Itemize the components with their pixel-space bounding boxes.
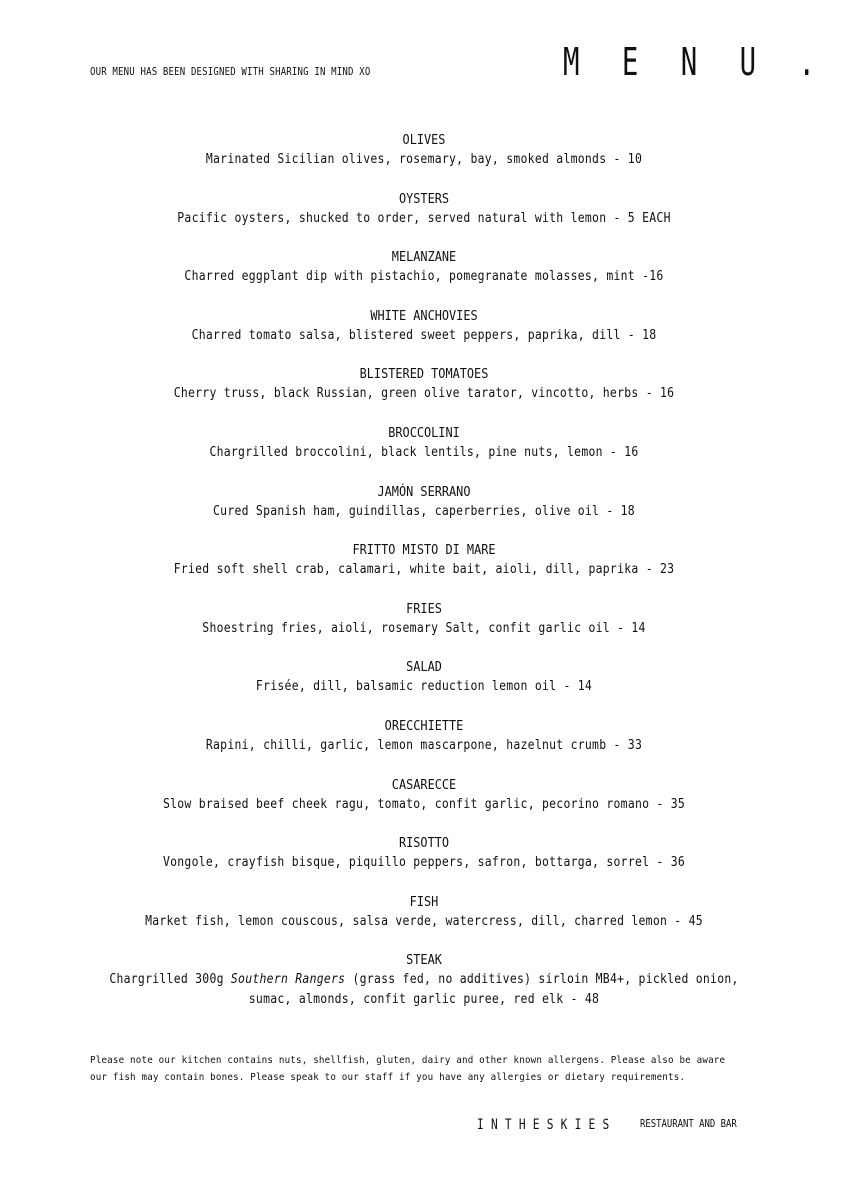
steak-desc-brand: Southern Rangers	[230, 972, 353, 988]
menu-item-olives	[0, 131, 848, 190]
menu-item-description: Slow braised beef cheek ragu, tomato, confit garlic, pecorino romano - 35	[162, 796, 686, 812]
menu-item-risotto	[0, 834, 848, 893]
menu-item-oysters	[0, 190, 848, 249]
brand-subtitle: RESTAURANT AND BAR	[640, 1118, 737, 1130]
menu-item-name: STEAK	[406, 952, 442, 969]
menu-item-description: Frisée, dill, balsamic reduction lemon oil - 14	[255, 679, 593, 695]
footer-brand	[477, 1114, 737, 1133]
menu-item-description: Market fish, lemon couscous, salsa verde, watercress, dill, charred lemon - 45	[145, 913, 703, 929]
menu-item-name: OLIVES	[402, 132, 446, 148]
menu-item-description: Shoestring fries, aioli, rosemary Salt, confit garlic oil - 14	[202, 620, 646, 636]
allergen-notice-line: our fish may contain bones. Please speak to our staff if you have any allergies or dietary requirements.	[90, 1072, 686, 1083]
menu-item-description: Chargrilled broccolini, black lentils, pine nuts, lemon - 16	[209, 444, 639, 460]
menu-item-name: FISH	[409, 893, 439, 910]
menu-item-salad	[0, 658, 848, 717]
allergen-notice	[90, 1052, 789, 1086]
menu-item-fritto-misto	[0, 541, 848, 600]
menu-title: M E N U .	[563, 40, 828, 84]
menu-item-name: BROCCOLINI	[388, 424, 460, 441]
menu-item-name: RISOTTO	[398, 835, 450, 852]
menu-item-name: BLISTERED TOMATOES	[359, 366, 489, 383]
menu-item-description: Cherry truss, black Russian, green olive tarator, vincotto, herbs - 16	[173, 386, 675, 402]
menu-item-name: SALAD	[406, 659, 442, 676]
menu-item-blistered-tomatoes	[0, 365, 848, 424]
menu-item-name: FRITTO MISTO DI MARE	[352, 542, 496, 559]
menu-item-name: WHITE ANCHOVIES	[370, 307, 478, 324]
menu-item-description: Charred eggplant dip with pistachio, pomegranate molasses, mint -16	[184, 269, 664, 285]
menu-item-description: Pacific oysters, shucked to order, served natural with lemon - 5 EACH	[177, 210, 671, 226]
menu-items-list	[0, 131, 848, 1010]
menu-item-description: Rapini, chilli, garlic, lemon mascarpone, hazelnut crumb - 33	[205, 737, 643, 753]
menu-item-melanzane	[0, 248, 848, 307]
steak-desc-pre: Chargrilled 300g	[109, 972, 231, 988]
menu-item-description: Marinated Sicilian olives, rosemary, bay, smoked almonds - 10	[205, 152, 643, 167]
menu-item-fries	[0, 600, 848, 659]
menu-item-description: Fried soft shell crab, calamari, white bait, aioli, dill, paprika - 23	[173, 562, 675, 578]
allergen-notice-line: Please note our kitchen contains nuts, shellfish, gluten, dairy and other known allergens. Please also be aware	[90, 1055, 726, 1066]
menu-item-description: Cured Spanish ham, guindillas, caperberries, olive oil - 18	[213, 503, 635, 519]
menu-item-description-continued: sumac, almonds, confit garlic puree, red elk - 48	[248, 992, 600, 1008]
brand-name: INTHESKIES	[477, 1117, 617, 1133]
menu-item-description: Charred tomato salsa, blistered sweet peppers, paprika, dill - 18	[191, 327, 657, 343]
menu-tagline: OUR MENU HAS BEEN DESIGNED WITH SHARING IN MIND XO	[90, 66, 371, 78]
menu-item-orecchiette	[0, 717, 848, 776]
menu-item-description	[51, 970, 797, 990]
menu-item-name: MELANZANE	[391, 249, 457, 266]
menu-item-steak	[0, 951, 848, 1010]
menu-item-jamon-serrano	[0, 483, 848, 542]
menu-item-name: CASARECCE	[391, 776, 457, 793]
menu-item-name: FRIES	[406, 600, 442, 617]
steak-desc-post: (grass fed, no additives) sirloin MB4+, pickled onion,	[352, 972, 739, 988]
menu-item-name: ORECCHIETTE	[384, 717, 464, 734]
menu-item-description: Vongole, crayfish bisque, piquillo peppers, safron, bottarga, sorrel - 36	[162, 855, 686, 871]
menu-item-name: OYSTERS	[398, 190, 450, 207]
menu-item-white-anchovies	[0, 307, 848, 366]
menu-item-broccolini	[0, 424, 848, 483]
menu-item-name: JAMÓN SERRANO	[377, 483, 471, 500]
menu-item-fish	[0, 893, 848, 952]
menu-item-casarecce	[0, 776, 848, 835]
